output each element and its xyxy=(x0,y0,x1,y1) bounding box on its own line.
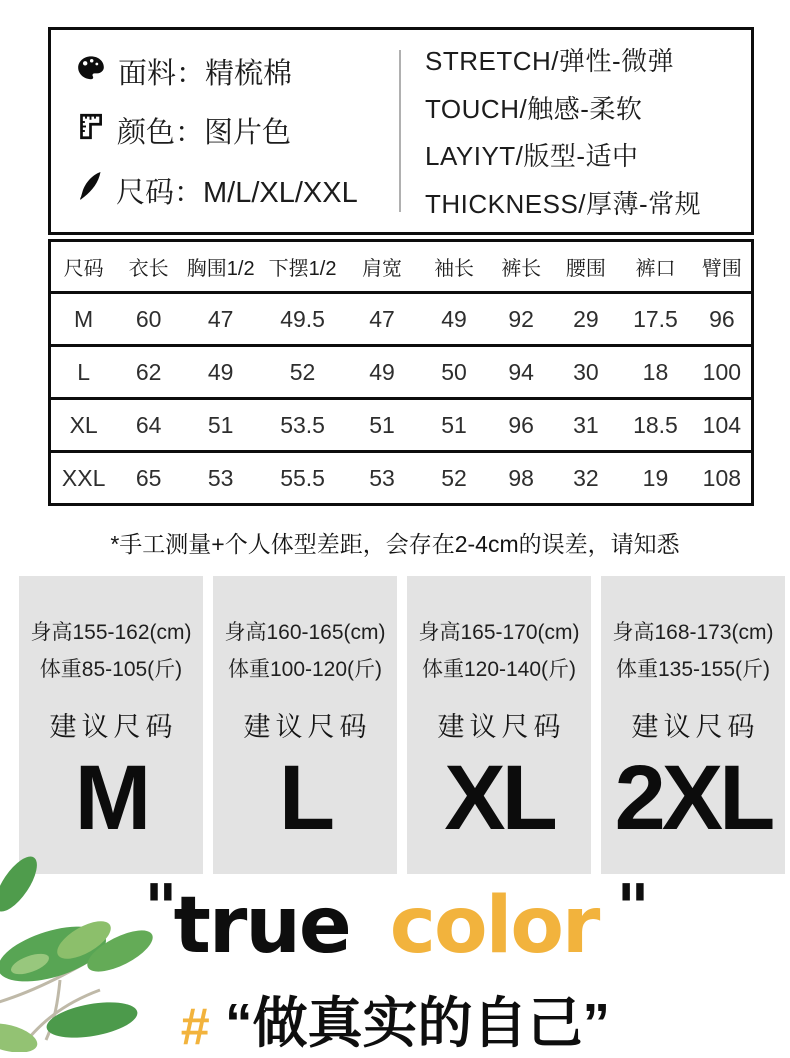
product-info-box xyxy=(48,27,754,235)
col-header: 袖长 xyxy=(434,258,475,280)
col-header: 尺码 xyxy=(63,258,104,280)
slogan-line1 xyxy=(0,872,790,977)
attribute-touch: TOUCH/触感-柔软 xyxy=(425,93,643,124)
slogan-line2 xyxy=(0,979,790,1058)
cell: 47 xyxy=(207,305,234,332)
cell: 17.5 xyxy=(633,305,678,332)
cell: 98 xyxy=(508,464,534,491)
size-table xyxy=(48,239,754,506)
weight-range: 体重85-105(斤) xyxy=(39,658,183,681)
size-row xyxy=(77,170,399,211)
suggested-size-label: 建议尺码 xyxy=(631,712,760,742)
col-header: 裤口 xyxy=(635,258,676,280)
cell: 53 xyxy=(369,464,395,491)
suggested-size-label: 建议尺码 xyxy=(49,712,178,742)
color-row xyxy=(77,110,399,151)
size-label: 尺码：M/L/XL/XXL xyxy=(116,176,358,209)
col-header: 胸围1/2 xyxy=(186,258,255,280)
cell: 47 xyxy=(369,305,395,332)
cell: 62 xyxy=(135,358,162,385)
cell: 32 xyxy=(573,464,599,491)
recommendation-card-m xyxy=(19,576,203,874)
recommendation-card-2xl xyxy=(601,576,785,874)
cell: 94 xyxy=(508,358,534,385)
col-header: 臂围 xyxy=(701,258,742,280)
product-info-left xyxy=(51,30,399,232)
cell: 60 xyxy=(135,305,162,332)
cell: 53 xyxy=(207,464,234,491)
attribute-thickness: THICKNESS/厚薄-常规 xyxy=(425,188,702,219)
palette-icon xyxy=(77,55,105,89)
measurement-note: *手工测量+个人体型差距，会存在2-4cm的误差，请知悉 xyxy=(110,531,680,557)
size-recommendations xyxy=(19,576,785,874)
cell: 53.5 xyxy=(280,411,325,438)
recommendation-card-l xyxy=(213,576,397,874)
col-header: 腰围 xyxy=(565,258,606,280)
table-header-row xyxy=(50,241,753,293)
slogan-word-color: color xyxy=(389,881,599,971)
cell: 18 xyxy=(642,358,669,385)
recommendation-card-xl xyxy=(407,576,591,874)
table-row xyxy=(50,293,753,346)
attribute-layout: LAYIYT/版型-适中 xyxy=(425,141,639,172)
cell: 100 xyxy=(702,358,742,385)
fabric-row xyxy=(77,51,399,92)
cell: 55.5 xyxy=(280,464,325,491)
cell: XL xyxy=(69,411,98,438)
ruler-icon xyxy=(77,113,104,148)
weight-range: 体重135-155(斤) xyxy=(615,658,771,681)
height-range: 身高155-162(cm) xyxy=(30,621,192,644)
attribute-stretch: STRETCH/弹性-微弹 xyxy=(425,46,675,77)
cell: 52 xyxy=(441,464,467,491)
suggested-size-value: XL xyxy=(444,747,554,849)
cell: 96 xyxy=(508,411,534,438)
cell: 51 xyxy=(369,411,395,438)
cell: 49 xyxy=(369,358,395,385)
color-label: 颜色：图片色 xyxy=(117,117,292,150)
table-row xyxy=(50,399,753,452)
cell: 31 xyxy=(573,411,599,438)
cell: 19 xyxy=(642,464,669,491)
suggested-size-label: 建议尺码 xyxy=(437,712,566,742)
cell: M xyxy=(74,305,94,332)
feather-icon xyxy=(77,172,103,208)
product-attributes xyxy=(401,30,751,232)
open-quote: " xyxy=(144,872,174,946)
cell: 51 xyxy=(441,411,467,438)
cell: 29 xyxy=(573,305,599,332)
height-range: 身高160-165(cm) xyxy=(224,621,386,644)
table-row xyxy=(50,452,753,505)
cell: L xyxy=(77,358,91,385)
cell: 30 xyxy=(573,358,599,385)
cell: 108 xyxy=(702,464,742,491)
height-range: 身高168-173(cm) xyxy=(612,621,774,644)
cell: 65 xyxy=(135,464,162,491)
suggested-size-value: L xyxy=(278,747,332,849)
col-header: 下摆1/2 xyxy=(268,258,337,280)
cell: 104 xyxy=(702,411,742,438)
suggested-size-value: 2XL xyxy=(614,747,772,849)
weight-range: 体重120-140(斤) xyxy=(421,658,577,681)
slogan-subtitle: “做真实的自己” xyxy=(224,992,610,1054)
height-range: 身高165-170(cm) xyxy=(418,621,580,644)
suggested-size-label: 建议尺码 xyxy=(243,712,372,742)
slogan-word-true: true xyxy=(173,881,350,971)
cell: 64 xyxy=(135,411,162,438)
col-header: 裤长 xyxy=(501,258,542,280)
fabric-label: 面料：精梳棉 xyxy=(118,58,293,91)
cell: 49 xyxy=(441,305,467,332)
cell: 49 xyxy=(207,358,234,385)
slogan-block xyxy=(0,872,790,1058)
close-quote: " xyxy=(616,872,646,946)
weight-range: 体重100-120(斤) xyxy=(227,658,383,681)
col-header: 衣长 xyxy=(128,258,169,280)
cell: 18.5 xyxy=(633,411,678,438)
suggested-size-value: M xyxy=(74,747,148,849)
cell: 50 xyxy=(441,358,467,385)
cell: 92 xyxy=(508,305,534,332)
hashtag-icon: # xyxy=(180,998,209,1056)
cell: XXL xyxy=(61,464,106,491)
cell: 51 xyxy=(207,411,234,438)
cell: 52 xyxy=(289,358,316,385)
table-row xyxy=(50,346,753,399)
cell: 49.5 xyxy=(280,305,325,332)
col-header: 肩宽 xyxy=(362,258,402,280)
cell: 96 xyxy=(709,305,735,332)
